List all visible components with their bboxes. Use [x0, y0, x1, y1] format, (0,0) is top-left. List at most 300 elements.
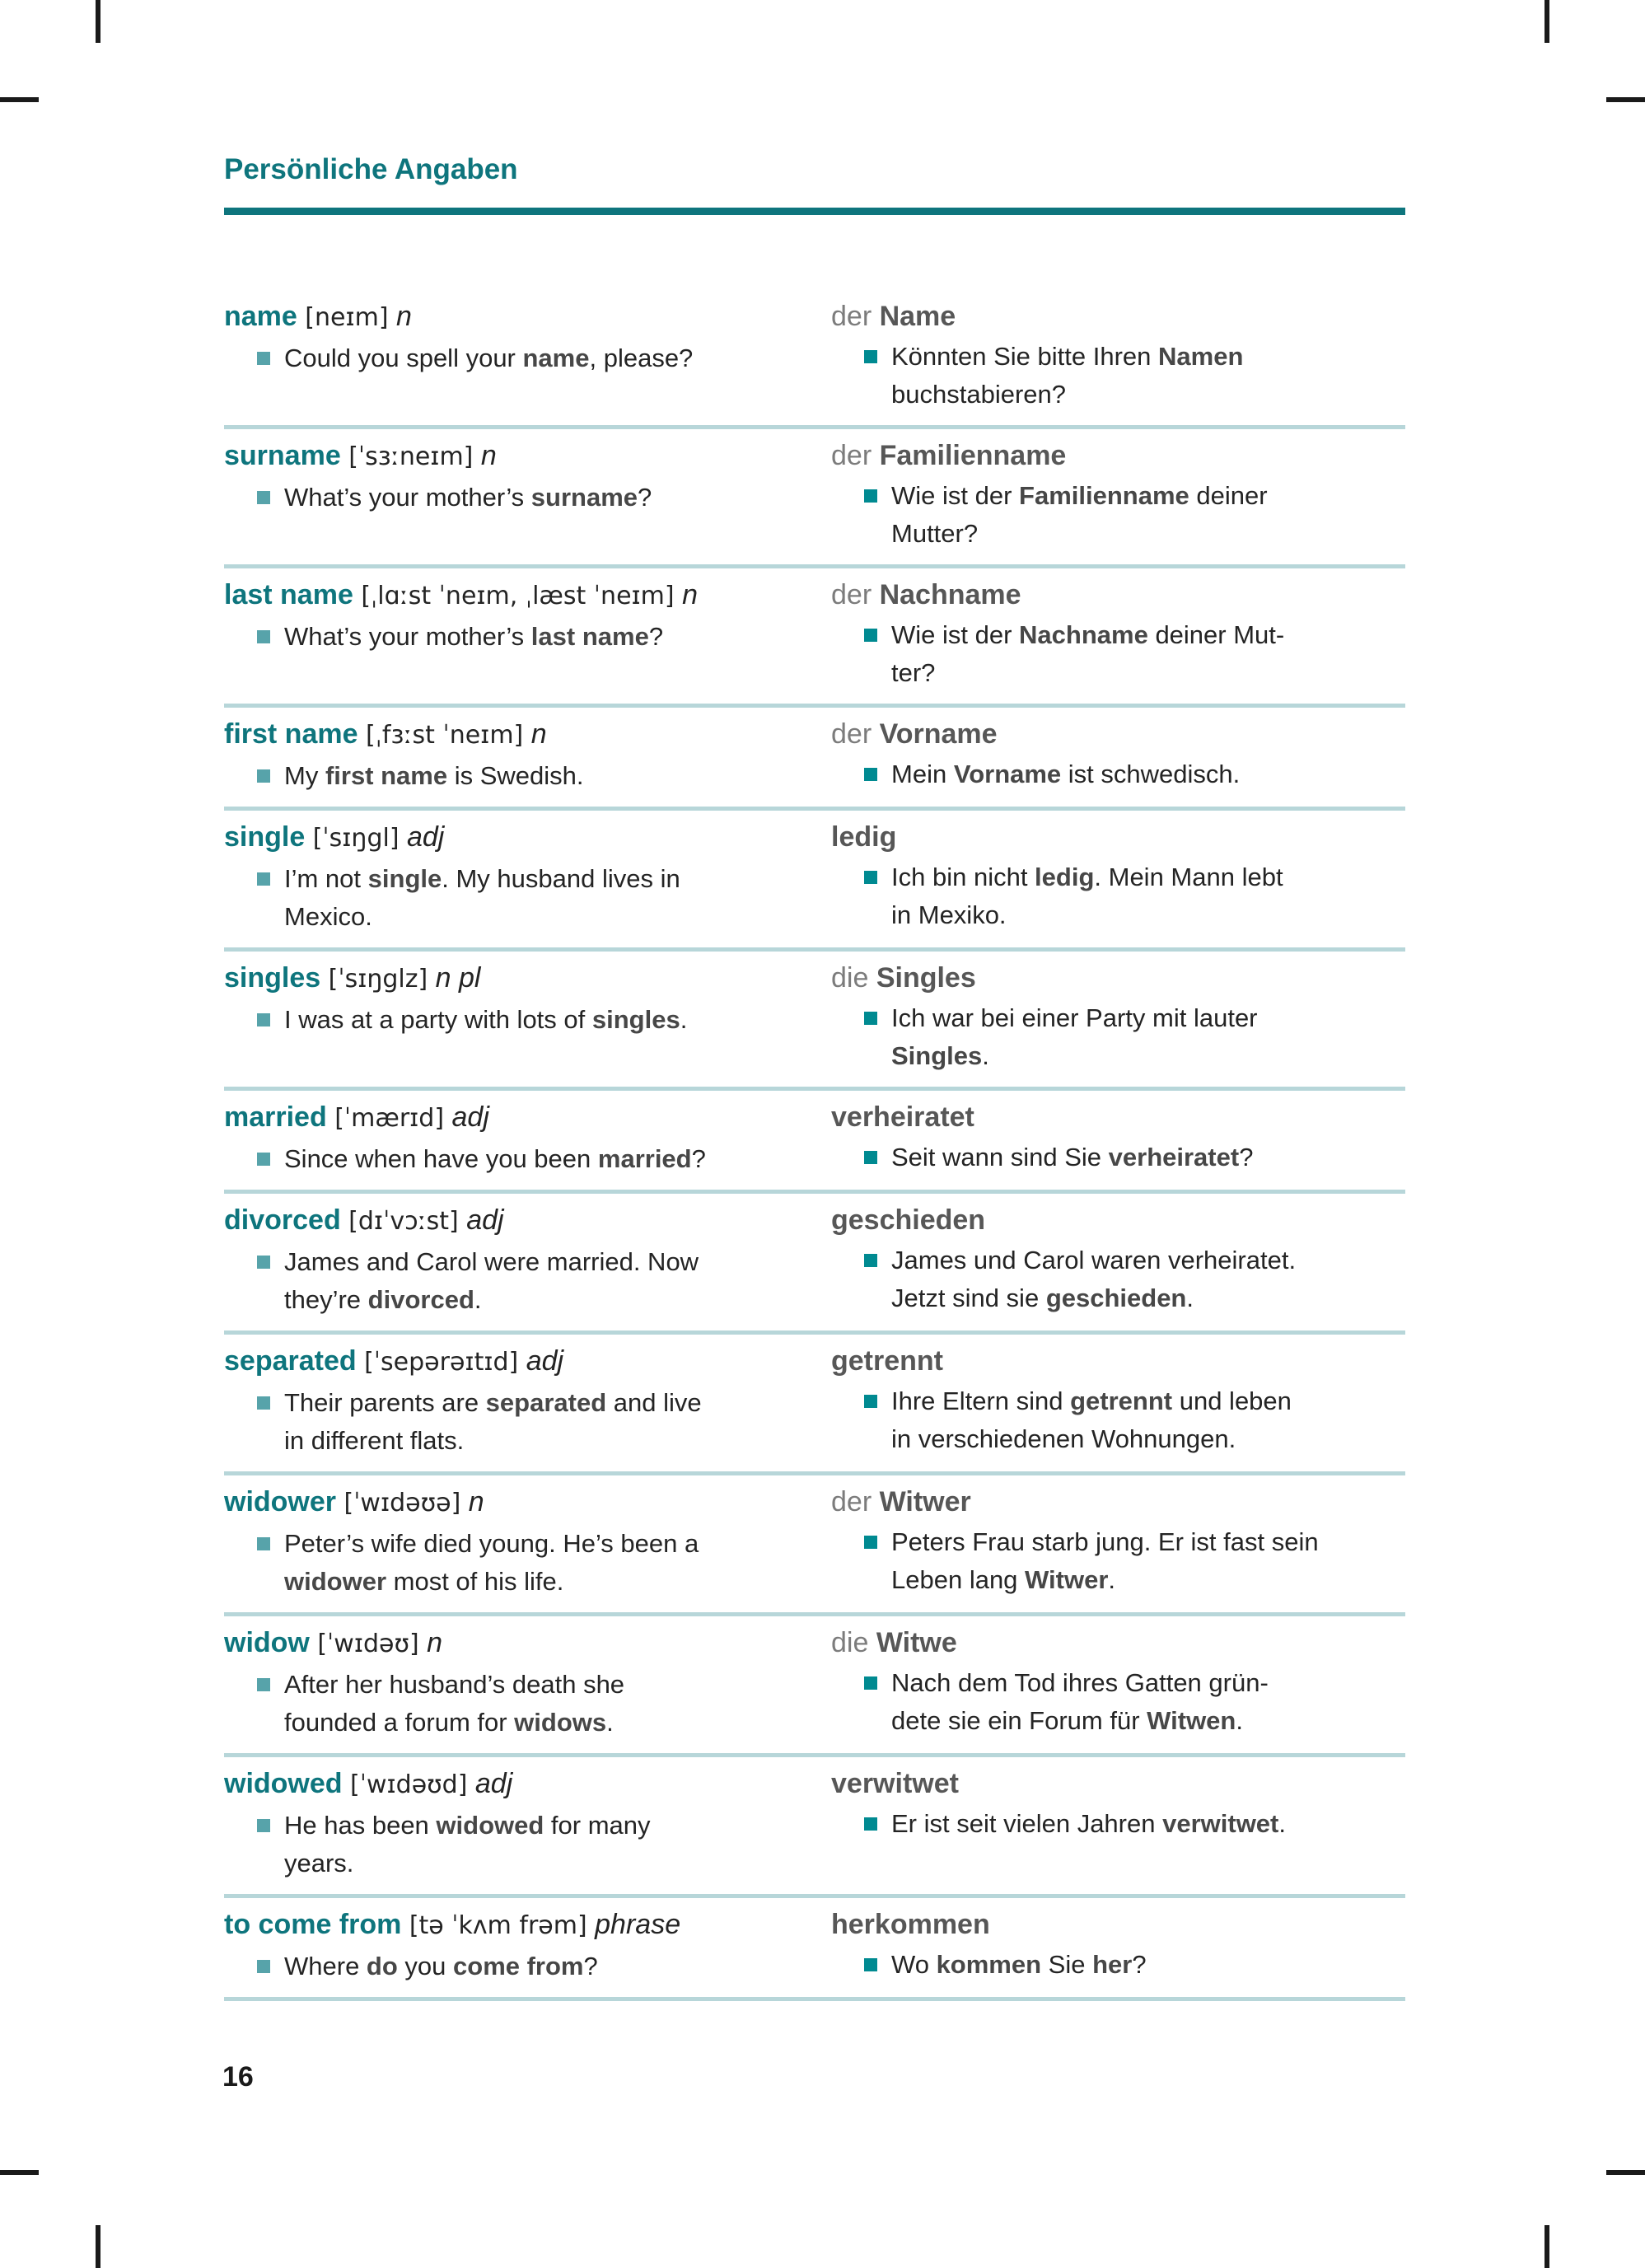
- entry-row: [224, 1616, 1405, 1757]
- entry-row: [224, 1475, 1405, 1616]
- example-segment: Nach dem Tod ihres Gatten grün-: [891, 1668, 1269, 1697]
- bullet-square-icon: [864, 350, 877, 363]
- headword-line-en: [224, 1099, 798, 1137]
- example-line: [284, 1422, 702, 1460]
- example-segment: Since when have you been: [284, 1144, 598, 1173]
- example-en: [224, 1948, 798, 1985]
- phonetic: [ˈsɪŋgl]: [312, 824, 400, 853]
- pos-label: n: [682, 579, 698, 610]
- entry-col-en: [224, 1625, 798, 1742]
- example-segment: After her husband’s death she: [284, 1670, 625, 1699]
- headword-de: ledig: [831, 821, 897, 853]
- example-text: [891, 1805, 1286, 1843]
- example-line: [891, 858, 1283, 896]
- headword-en: singles: [224, 962, 321, 994]
- example-segment: dete sie ein Forum für: [891, 1706, 1147, 1735]
- example-text: [284, 860, 680, 936]
- article-de: der: [831, 579, 872, 610]
- headword-line-en: [224, 437, 798, 475]
- crop-mark-top-right-vertical: [1545, 0, 1549, 43]
- example-segment: Mutter?: [891, 519, 979, 548]
- example-line: [891, 1279, 1296, 1317]
- headword-line-en: [224, 577, 798, 615]
- example-text: [284, 479, 652, 517]
- header-rule: [224, 208, 1405, 215]
- entry-col-en: [224, 577, 798, 692]
- example-keyword: Nachname: [1019, 620, 1148, 649]
- example-text: [284, 1525, 699, 1601]
- crop-mark-top-left-vertical: [96, 0, 100, 43]
- headword-line-de: [831, 577, 1405, 613]
- phonetic: [neɪm]: [305, 303, 389, 332]
- headword-de: getrennt: [831, 1345, 943, 1377]
- example-segment: .: [982, 1041, 989, 1070]
- example-segment: Could you spell your: [284, 344, 523, 372]
- example-line: [284, 860, 680, 898]
- example-segment: .: [1108, 1565, 1116, 1594]
- headword-line-de: [831, 960, 1405, 996]
- bullet-square-icon: [257, 1960, 270, 1973]
- example-segment: Ich war bei einer Party mit lauter: [891, 1003, 1258, 1032]
- example-segment: He has been: [284, 1811, 437, 1840]
- example-line: [284, 1281, 699, 1319]
- crop-mark-top-right-horizontal: [1606, 97, 1645, 102]
- bullet-square-icon: [864, 871, 877, 884]
- example-segment: Their parents are: [284, 1388, 486, 1417]
- example-segment: years.: [284, 1849, 354, 1878]
- entry-col-de: [831, 1099, 1405, 1178]
- pos-label: phrase: [595, 1909, 681, 1940]
- article-de: die: [831, 962, 869, 994]
- example-segment: James und Carol waren verheiratet.: [891, 1246, 1297, 1274]
- example-line: [284, 618, 663, 656]
- example-keyword: verheiratet: [1108, 1143, 1240, 1171]
- crop-mark-bottom-left-horizontal: [0, 2170, 39, 2175]
- example-segment: Wo: [891, 1950, 937, 1979]
- headword-en: to come from: [224, 1909, 402, 1940]
- crop-mark-bottom-right-horizontal: [1606, 2170, 1645, 2175]
- headword-en: last name: [224, 579, 353, 610]
- example-line: [284, 1845, 651, 1882]
- entry-col-en: [224, 1906, 798, 1985]
- example-en: [224, 860, 798, 936]
- example-line: [284, 1243, 699, 1281]
- example-keyword: Witwer: [1025, 1565, 1109, 1594]
- headword-en: divorced: [224, 1204, 341, 1236]
- example-segment: for many: [544, 1811, 651, 1840]
- example-line: [284, 1140, 706, 1178]
- headword-line-de: [831, 716, 1405, 752]
- example-segment: Wie ist der: [891, 620, 1020, 649]
- entry-row: [224, 1898, 1405, 2001]
- example-segment: , please?: [589, 344, 694, 372]
- crop-mark-bottom-right-vertical: [1545, 2225, 1549, 2268]
- entry-col-en: [224, 819, 798, 936]
- entry-row: [224, 1335, 1405, 1475]
- example-segment: . Mein Mann lebt: [1094, 863, 1283, 891]
- entry-col-de: [831, 1906, 1405, 1985]
- example-en: [224, 1001, 798, 1039]
- phonetic: [ˈsɪŋglz]: [328, 965, 428, 994]
- example-segment: .: [680, 1005, 688, 1034]
- entry-col-de: [831, 1343, 1405, 1460]
- page-number: 16: [222, 2061, 254, 2093]
- headword-en: married: [224, 1101, 327, 1133]
- example-segment: Where: [284, 1952, 367, 1980]
- example-text: [284, 1243, 699, 1319]
- headword-line-de: [831, 437, 1405, 474]
- pos-label: n: [468, 1486, 484, 1517]
- example-keyword: Witwen: [1147, 1706, 1236, 1735]
- headword-line-de: [831, 1625, 1405, 1661]
- entry-row: [224, 1091, 1405, 1194]
- headword-de: Witwe: [876, 1627, 957, 1658]
- example-segment: ?: [638, 483, 652, 512]
- entry-col-en: [224, 716, 798, 795]
- bullet-square-icon: [257, 1153, 270, 1166]
- headword-en: separated: [224, 1345, 357, 1377]
- example-text: [891, 1946, 1147, 1984]
- example-segment: I’m not: [284, 864, 368, 893]
- example-segment: Wie ist der: [891, 481, 1020, 510]
- entry-col-en: [224, 298, 798, 414]
- example-segment: and live: [606, 1388, 702, 1417]
- example-en: [224, 1243, 798, 1319]
- example-text: [284, 1384, 702, 1460]
- article-de: der: [831, 1486, 872, 1517]
- example-line: [891, 1946, 1147, 1984]
- entry-col-de: [831, 1202, 1405, 1319]
- example-en: [224, 1666, 798, 1742]
- entry-row: [224, 568, 1405, 708]
- headword-de: herkommen: [831, 1909, 990, 1940]
- example-line: [284, 1666, 624, 1704]
- example-text: [891, 477, 1268, 553]
- headword-line-de: [831, 1906, 1405, 1943]
- example-text: [891, 755, 1240, 793]
- bullet-square-icon: [257, 1537, 270, 1550]
- headword-en: name: [224, 301, 297, 332]
- example-text: [891, 1242, 1296, 1317]
- bullet-square-icon: [864, 1536, 877, 1549]
- example-text: [891, 1139, 1253, 1176]
- headword-line-de: [831, 819, 1405, 855]
- pos-label: n: [427, 1627, 443, 1658]
- phonetic: [ˈwɪdəʊə]: [343, 1489, 461, 1517]
- example-segment: they’re: [284, 1285, 368, 1314]
- headword-line-de: [831, 1765, 1405, 1802]
- bullet-square-icon: [257, 1013, 270, 1026]
- example-keyword: separated: [485, 1388, 607, 1417]
- entry-col-en: [224, 960, 798, 1075]
- example-text: [891, 858, 1283, 934]
- pos-label: n: [395, 301, 412, 332]
- bullet-square-icon: [864, 1012, 877, 1025]
- entry-row: [224, 1757, 1405, 1898]
- example-segment: Leben lang: [891, 1565, 1026, 1594]
- entry-col-de: [831, 298, 1405, 414]
- example-line: [891, 1139, 1253, 1176]
- example-text: [284, 339, 693, 377]
- example-de: [831, 1523, 1405, 1599]
- example-de: [831, 1242, 1405, 1317]
- headword-de: geschieden: [831, 1204, 986, 1236]
- example-segment: buchstabieren?: [891, 380, 1066, 409]
- example-segment: deiner: [1189, 481, 1268, 510]
- example-en: [224, 1140, 798, 1178]
- headword-line-en: [224, 1343, 798, 1381]
- entry-col-de: [831, 716, 1405, 795]
- entry-row: [224, 952, 1405, 1091]
- example-line: [284, 339, 693, 377]
- example-segment: ?: [648, 622, 664, 651]
- headword-line-en: [224, 1484, 798, 1522]
- example-segment: Er ist seit vielen Jahren: [891, 1809, 1163, 1838]
- example-keyword: married: [597, 1144, 692, 1173]
- example-en: [224, 479, 798, 517]
- example-segment: What’s your mother’s: [284, 483, 531, 512]
- bullet-square-icon: [864, 1254, 877, 1267]
- example-line: [284, 1563, 699, 1601]
- headword-en: surname: [224, 440, 341, 471]
- example-text: [284, 618, 663, 656]
- bullet-square-icon: [257, 491, 270, 504]
- headword-line-en: [224, 716, 798, 754]
- pos-label: adj: [474, 1768, 513, 1799]
- bullet-square-icon: [257, 1256, 270, 1269]
- phonetic: [ˈmærɪd]: [334, 1104, 445, 1133]
- example-line: [891, 1242, 1296, 1279]
- headword-line-en: [224, 1906, 798, 1944]
- example-de: [831, 477, 1405, 553]
- example-text: [284, 1666, 624, 1742]
- example-segment: in Mexiko.: [891, 900, 1007, 929]
- article-de: der: [831, 718, 872, 750]
- example-text: [891, 338, 1243, 414]
- example-de: [831, 1946, 1405, 1984]
- bullet-square-icon: [864, 1395, 877, 1408]
- example-text: [284, 1948, 598, 1985]
- bullet-square-icon: [864, 1958, 877, 1971]
- headword-en: widow: [224, 1627, 310, 1658]
- example-keyword: widows: [514, 1708, 607, 1737]
- vocab-table: [224, 290, 1405, 2001]
- bullet-square-icon: [257, 630, 270, 643]
- headword-line-en: [224, 960, 798, 998]
- crop-mark-top-left-horizontal: [0, 97, 39, 102]
- example-segment: Seit wann sind Sie: [891, 1143, 1109, 1171]
- example-en: [224, 1525, 798, 1601]
- example-keyword: her: [1092, 1950, 1133, 1979]
- bullet-square-icon: [257, 1819, 270, 1832]
- example-segment: Jetzt sind sie: [891, 1284, 1046, 1312]
- headword-line-en: [224, 819, 798, 857]
- example-segment: What’s your mother’s: [284, 622, 531, 651]
- example-en: [224, 618, 798, 656]
- example-segment: .: [1186, 1284, 1194, 1312]
- entry-col-en: [224, 1484, 798, 1601]
- phonetic: [ˈsepərəɪtɪd]: [364, 1348, 519, 1377]
- headword-line-en: [224, 1625, 798, 1662]
- example-line: [284, 1525, 699, 1563]
- example-line: [891, 654, 1284, 692]
- example-keyword: singles: [591, 1005, 680, 1034]
- entry-row: [224, 1194, 1405, 1335]
- example-segment: ?: [691, 1144, 706, 1173]
- example-segment: . My husband lives in: [442, 864, 680, 893]
- phonetic: [tə ˈkʌm frəm]: [409, 1911, 587, 1940]
- example-line: [891, 1664, 1269, 1702]
- headword-en: widower: [224, 1486, 337, 1517]
- entry-col-de: [831, 1625, 1405, 1742]
- example-segment: you: [397, 1952, 454, 1980]
- example-text: [891, 999, 1258, 1075]
- example-en: [224, 1384, 798, 1460]
- example-keyword: Familienname: [1019, 481, 1189, 510]
- pos-label: n: [530, 718, 547, 750]
- bullet-square-icon: [864, 1676, 877, 1690]
- article-de: der: [831, 301, 872, 332]
- entry-col-de: [831, 1484, 1405, 1601]
- entry-col-de: [831, 960, 1405, 1075]
- example-line: [891, 755, 1240, 793]
- example-text: [284, 1807, 651, 1882]
- example-line: [891, 999, 1258, 1037]
- example-keyword: kommen: [936, 1950, 1042, 1979]
- example-line: [891, 338, 1243, 376]
- example-segment: Mein: [891, 760, 954, 788]
- example-line: [284, 1384, 702, 1422]
- phonetic: [dɪˈvɔːst]: [348, 1207, 459, 1236]
- example-line: [891, 1037, 1258, 1075]
- example-de: [831, 1664, 1405, 1740]
- example-line: [891, 1561, 1319, 1599]
- example-line: [284, 1001, 687, 1039]
- example-keyword: last name: [530, 622, 649, 651]
- headword-line-de: [831, 298, 1405, 334]
- headword-en: widowed: [224, 1768, 343, 1799]
- headword-line-en: [224, 1202, 798, 1240]
- pos-label: n pl: [435, 962, 481, 994]
- example-line: [284, 1704, 624, 1742]
- example-de: [831, 755, 1405, 793]
- entry-row: [224, 708, 1405, 811]
- example-segment: .: [1278, 1809, 1286, 1838]
- example-text: [891, 1523, 1319, 1599]
- headword-line-en: [224, 298, 798, 336]
- example-keyword: surname: [530, 483, 638, 512]
- example-segment: My: [284, 761, 325, 790]
- phonetic: [ˈsɜːneɪm]: [348, 442, 474, 471]
- example-line: [891, 1420, 1292, 1458]
- headword-line-de: [831, 1099, 1405, 1135]
- entry-col-en: [224, 1099, 798, 1178]
- bullet-square-icon: [864, 1151, 877, 1164]
- example-segment: Sie: [1041, 1950, 1093, 1979]
- example-segment: founded a forum for: [284, 1708, 515, 1737]
- example-de: [831, 858, 1405, 934]
- example-segment: James and Carol were married. Now: [284, 1247, 699, 1276]
- example-segment: in different flats.: [284, 1426, 465, 1455]
- headword-de: Singles: [876, 962, 976, 994]
- example-text: [891, 1382, 1292, 1458]
- headword-de: Nachname: [879, 579, 1021, 610]
- example-line: [891, 477, 1268, 515]
- example-segment: I was at a party with lots of: [284, 1005, 592, 1034]
- example-de: [831, 1139, 1405, 1176]
- example-line: [284, 898, 680, 936]
- example-segment: Ihre Eltern sind: [891, 1387, 1071, 1415]
- example-segment: Könnten Sie bitte Ihren: [891, 342, 1159, 371]
- example-line: [891, 616, 1284, 654]
- headword-de: Name: [879, 301, 956, 332]
- example-segment: und leben: [1172, 1387, 1292, 1415]
- example-line: [891, 1523, 1319, 1561]
- headword-en: first name: [224, 718, 358, 750]
- example-keyword: geschieden: [1045, 1284, 1187, 1312]
- headword-en: single: [224, 821, 306, 853]
- bullet-square-icon: [257, 352, 270, 365]
- example-line: [284, 479, 652, 517]
- example-keyword: Namen: [1158, 342, 1244, 371]
- phonetic: [ˈwɪdəʊ]: [317, 1630, 419, 1658]
- entry-col-en: [224, 437, 798, 553]
- example-en: [224, 757, 798, 795]
- example-line: [284, 757, 584, 795]
- entry-col-en: [224, 1343, 798, 1460]
- bullet-square-icon: [864, 489, 877, 503]
- example-de: [831, 616, 1405, 692]
- entry-col-en: [224, 1202, 798, 1319]
- example-line: [891, 1382, 1292, 1420]
- example-de: [831, 1805, 1405, 1843]
- example-segment: ter?: [891, 658, 936, 687]
- example-segment: Ich bin nicht: [891, 863, 1035, 891]
- example-segment: .: [474, 1285, 482, 1314]
- example-segment: deiner Mut-: [1147, 620, 1285, 649]
- example-keyword: Vorname: [953, 760, 1062, 788]
- example-keyword: verwitwet: [1162, 1809, 1279, 1838]
- phonetic: [ˌlɑːst ˈneɪm, ˌlæst ˈneɪm]: [361, 582, 675, 610]
- example-keyword: getrennt: [1070, 1387, 1173, 1415]
- example-text: [891, 1664, 1269, 1740]
- entry-col-de: [831, 577, 1405, 692]
- example-keyword: widowed: [436, 1811, 544, 1840]
- example-segment: .: [1236, 1706, 1243, 1735]
- example-line: [284, 1948, 598, 1985]
- entry-col-de: [831, 437, 1405, 553]
- example-en: [224, 339, 798, 377]
- example-keyword: single: [367, 864, 442, 893]
- example-keyword: ledig: [1035, 863, 1095, 891]
- example-line: [891, 376, 1243, 414]
- example-keyword: widower: [284, 1567, 387, 1596]
- headword-line-en: [224, 1765, 798, 1803]
- example-line: [891, 515, 1268, 553]
- example-en: [224, 1807, 798, 1882]
- example-keyword: name: [522, 344, 590, 372]
- example-keyword: come from: [453, 1952, 584, 1980]
- example-keyword: first name: [325, 761, 448, 790]
- entry-col-en: [224, 1765, 798, 1882]
- example-keyword: divorced: [367, 1285, 474, 1314]
- article-de: der: [831, 440, 872, 471]
- entry-col-de: [831, 819, 1405, 936]
- entry-row: [224, 811, 1405, 952]
- bullet-square-icon: [864, 1817, 877, 1831]
- pos-label: adj: [406, 821, 445, 853]
- bullet-square-icon: [864, 629, 877, 642]
